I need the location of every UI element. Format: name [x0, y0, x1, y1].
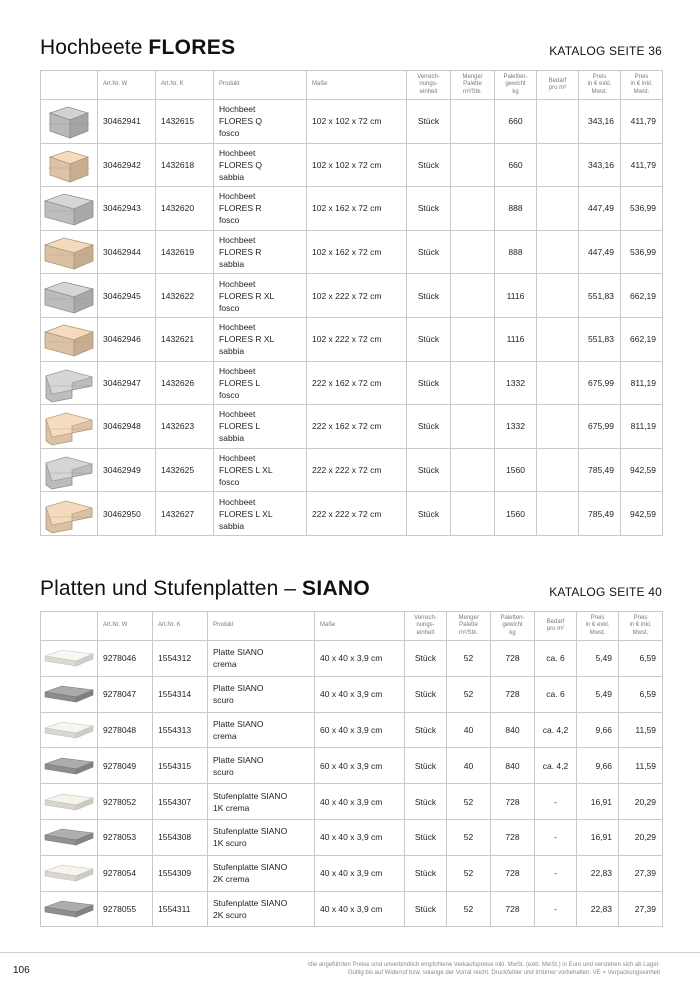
cell-gewicht: 888 — [495, 187, 537, 231]
cell-verrechnungseinheit: Stück — [405, 784, 447, 820]
cell-artnr-k: 1432625 — [156, 448, 214, 492]
cell-verrechnungseinheit: Stück — [407, 492, 451, 536]
cell-artnr-w: 30462947 — [98, 361, 156, 405]
cell-menge — [451, 448, 495, 492]
cell-preis-inkl: 27,39 — [619, 891, 663, 927]
header-produkt: Produkt — [214, 71, 307, 100]
cell-preis-inkl: 811,19 — [621, 361, 663, 405]
cell-preis-exkl: 9,66 — [577, 748, 619, 784]
cell-menge: 52 — [447, 891, 491, 927]
cell-gewicht: 1560 — [495, 492, 537, 536]
header-preis-exkl: Preis in € exkl. Mwst. — [577, 612, 619, 641]
cell-menge — [451, 274, 495, 318]
cell-preis-inkl: 662,19 — [621, 274, 663, 318]
table-header-row — [41, 71, 663, 100]
section-title — [40, 577, 370, 601]
table-row — [41, 143, 663, 187]
cell-bedarf — [537, 187, 579, 231]
cell-artnr-w: 9278048 — [98, 712, 153, 748]
cell-masse: 40 x 40 x 3,9 cm — [315, 784, 405, 820]
header-artnr-k: Art.Nr. K — [156, 71, 214, 100]
cell-masse: 222 x 162 x 72 cm — [307, 361, 407, 405]
cell-artnr-k: 1554307 — [153, 784, 208, 820]
header-image — [41, 612, 98, 641]
cell-preis-inkl: 6,59 — [619, 676, 663, 712]
header-masse: Maße — [307, 71, 407, 100]
header-image — [41, 71, 98, 100]
product-image — [41, 748, 98, 784]
cell-artnr-k: 1432619 — [156, 230, 214, 274]
cell-artnr-k: 1554312 — [153, 641, 208, 677]
product-image — [41, 712, 98, 748]
cell-bedarf: - — [535, 891, 577, 927]
header-bedarf: Bedarf pro m² — [535, 612, 577, 641]
section-header — [40, 577, 662, 611]
cell-preis-exkl: 551,83 — [579, 317, 621, 361]
cell-produkt: Stufenplatte SIANO 2K scuro — [208, 891, 315, 927]
header-preis-exkl: Preis in € exkl. Mwst. — [579, 71, 621, 100]
cell-preis-inkl: 411,79 — [621, 143, 663, 187]
cell-bedarf: ca. 4,2 — [535, 748, 577, 784]
cell-preis-inkl: 662,19 — [621, 317, 663, 361]
cell-verrechnungseinheit: Stück — [405, 819, 447, 855]
cell-preis-exkl: 785,49 — [579, 492, 621, 536]
cell-verrechnungseinheit: Stück — [407, 274, 451, 318]
cell-gewicht: 728 — [491, 676, 535, 712]
cell-produkt: Hochbeet FLORES L XL sabbia — [214, 492, 307, 536]
cell-preis-exkl: 22,83 — [577, 891, 619, 927]
cell-masse: 60 x 40 x 3,9 cm — [315, 712, 405, 748]
title-bold: FLORES — [148, 36, 236, 59]
cell-menge: 40 — [447, 712, 491, 748]
cell-preis-exkl: 447,49 — [579, 230, 621, 274]
cell-artnr-k: 1432621 — [156, 317, 214, 361]
cell-preis-inkl: 942,59 — [621, 492, 663, 536]
cell-menge — [451, 187, 495, 231]
cell-artnr-k: 1554314 — [153, 676, 208, 712]
cell-bedarf — [537, 274, 579, 318]
cell-gewicht: 840 — [491, 712, 535, 748]
cell-produkt: Hochbeet FLORES L sabbia — [214, 405, 307, 449]
cell-verrechnungseinheit: Stück — [405, 748, 447, 784]
header-gewicht: Paletten- gewicht kg — [491, 612, 535, 641]
cell-verrechnungseinheit: Stück — [405, 891, 447, 927]
cell-masse: 60 x 40 x 3,9 cm — [315, 748, 405, 784]
cell-bedarf — [537, 143, 579, 187]
section-title — [40, 36, 235, 60]
cell-preis-inkl: 536,99 — [621, 187, 663, 231]
cell-masse: 40 x 40 x 3,9 cm — [315, 891, 405, 927]
cell-bedarf — [537, 405, 579, 449]
cell-menge — [451, 100, 495, 144]
product-image — [41, 317, 98, 361]
cell-menge: 52 — [447, 676, 491, 712]
cell-produkt: Hochbeet FLORES R sabbia — [214, 230, 307, 274]
cell-menge — [451, 317, 495, 361]
cell-bedarf: ca. 4,2 — [535, 712, 577, 748]
cell-masse: 102 x 162 x 72 cm — [307, 187, 407, 231]
cell-preis-exkl: 16,91 — [577, 784, 619, 820]
cell-masse: 40 x 40 x 3,9 cm — [315, 819, 405, 855]
catalog-page-ref: KATALOG SEITE 40 — [549, 585, 662, 599]
header-menge: Menge/ Palette m²/Stk. — [451, 71, 495, 100]
cell-bedarf — [537, 100, 579, 144]
table-header-row — [41, 612, 663, 641]
cell-produkt: Hochbeet FLORES L XL fosco — [214, 448, 307, 492]
cell-preis-exkl: 785,49 — [579, 448, 621, 492]
cell-preis-exkl: 447,49 — [579, 187, 621, 231]
product-image — [41, 676, 98, 712]
cell-bedarf: ca. 6 — [535, 676, 577, 712]
cell-gewicht: 1116 — [495, 317, 537, 361]
cell-gewicht: 728 — [491, 819, 535, 855]
table-row — [41, 405, 663, 449]
cell-bedarf: ca. 6 — [535, 641, 577, 677]
cell-artnr-w: 9278046 — [98, 641, 153, 677]
cell-preis-exkl: 5,49 — [577, 641, 619, 677]
cell-preis-inkl: 411,79 — [621, 100, 663, 144]
product-image — [41, 274, 98, 318]
cell-artnr-k: 1432627 — [156, 492, 214, 536]
cell-bedarf — [537, 317, 579, 361]
header-produkt: Produkt — [208, 612, 315, 641]
cell-produkt: Hochbeet FLORES Q fosco — [214, 100, 307, 144]
table-row — [41, 492, 663, 536]
cell-verrechnungseinheit: Stück — [407, 230, 451, 274]
product-image — [41, 784, 98, 820]
cell-verrechnungseinheit: Stück — [407, 448, 451, 492]
cell-bedarf — [537, 448, 579, 492]
header-verrechnungseinheit: Verrech- nungs- einheit — [407, 71, 451, 100]
cell-artnr-k: 1432622 — [156, 274, 214, 318]
cell-gewicht: 1560 — [495, 448, 537, 492]
header-artnr-w: Art.Nr. W — [98, 612, 153, 641]
cell-menge: 52 — [447, 784, 491, 820]
table-row — [41, 712, 663, 748]
cell-artnr-w: 30462948 — [98, 405, 156, 449]
header-gewicht: Paletten- gewicht kg — [495, 71, 537, 100]
cell-gewicht: 728 — [491, 641, 535, 677]
cell-bedarf: - — [535, 819, 577, 855]
header-bedarf: Bedarf pro m² — [537, 71, 579, 100]
cell-verrechnungseinheit: Stück — [407, 100, 451, 144]
footer-note — [307, 961, 660, 977]
cell-masse: 40 x 40 x 3,9 cm — [315, 676, 405, 712]
cell-verrechnungseinheit: Stück — [405, 712, 447, 748]
cell-produkt: Stufenplatte SIANO 1K crema — [208, 784, 315, 820]
cell-masse: 222 x 162 x 72 cm — [307, 405, 407, 449]
table-row — [41, 448, 663, 492]
cell-artnr-k: 1432623 — [156, 405, 214, 449]
cell-menge — [451, 230, 495, 274]
cell-gewicht: 728 — [491, 855, 535, 891]
cell-artnr-w: 9278055 — [98, 891, 153, 927]
cell-produkt: Platte SIANO crema — [208, 712, 315, 748]
header-preis-inkl: Preis in € inkl. Mwst. — [619, 612, 663, 641]
cell-artnr-k: 1554309 — [153, 855, 208, 891]
cell-menge: 52 — [447, 819, 491, 855]
cell-artnr-k: 1432615 — [156, 100, 214, 144]
cell-menge — [451, 143, 495, 187]
product-image — [41, 143, 98, 187]
cell-masse: 40 x 40 x 3,9 cm — [315, 641, 405, 677]
cell-verrechnungseinheit: Stück — [405, 855, 447, 891]
cell-gewicht: 660 — [495, 143, 537, 187]
cell-preis-inkl: 11,59 — [619, 748, 663, 784]
cell-preis-inkl: 27,39 — [619, 855, 663, 891]
cell-verrechnungseinheit: Stück — [407, 361, 451, 405]
table-row — [41, 230, 663, 274]
cell-masse: 222 x 222 x 72 cm — [307, 448, 407, 492]
footer-note-line: Gültig bis auf Widerruf bzw. solange der Vorrat reicht. Druckfehler und Irrtümer vorbehalten. VE = Verpackungseinheit — [348, 970, 660, 976]
header-artnr-k: Art.Nr. K — [153, 612, 208, 641]
table-row — [41, 748, 663, 784]
cell-artnr-k: 1554308 — [153, 819, 208, 855]
section-platten-siano — [40, 577, 662, 927]
catalog-page-ref: KATALOG SEITE 36 — [549, 44, 662, 58]
table-row — [41, 274, 663, 318]
product-image — [41, 819, 98, 855]
cell-masse: 102 x 222 x 72 cm — [307, 274, 407, 318]
cell-verrechnungseinheit: Stück — [407, 317, 451, 361]
footer-divider — [0, 952, 700, 953]
cell-preis-exkl: 5,49 — [577, 676, 619, 712]
table-row — [41, 641, 663, 677]
cell-produkt: Stufenplatte SIANO 2K crema — [208, 855, 315, 891]
cell-artnr-w: 30462945 — [98, 274, 156, 318]
cell-verrechnungseinheit: Stück — [407, 143, 451, 187]
cell-menge: 40 — [447, 748, 491, 784]
product-image — [41, 891, 98, 927]
cell-masse: 40 x 40 x 3,9 cm — [315, 855, 405, 891]
cell-menge: 52 — [447, 855, 491, 891]
cell-bedarf: - — [535, 784, 577, 820]
cell-artnr-k: 1554311 — [153, 891, 208, 927]
cell-preis-inkl: 20,29 — [619, 784, 663, 820]
cell-gewicht: 728 — [491, 891, 535, 927]
siano-table — [40, 611, 663, 927]
cell-verrechnungseinheit: Stück — [407, 405, 451, 449]
header-verrechnungseinheit: Verrech- nungs- einheit — [405, 612, 447, 641]
cell-bedarf — [537, 230, 579, 274]
cell-gewicht: 840 — [491, 748, 535, 784]
table-row — [41, 891, 663, 927]
product-image — [41, 492, 98, 536]
cell-menge: 52 — [447, 641, 491, 677]
cell-artnr-k: 1432618 — [156, 143, 214, 187]
product-image — [41, 855, 98, 891]
title-light: Platten und Stufenplatten – — [40, 577, 297, 600]
cell-artnr-k: 1554315 — [153, 748, 208, 784]
cell-preis-exkl: 22,83 — [577, 855, 619, 891]
cell-artnr-w: 9278054 — [98, 855, 153, 891]
cell-produkt: Platte SIANO scuro — [208, 676, 315, 712]
cell-artnr-w: 30462944 — [98, 230, 156, 274]
product-image — [41, 100, 98, 144]
product-image — [41, 230, 98, 274]
table-row — [41, 361, 663, 405]
cell-bedarf — [537, 361, 579, 405]
product-image — [41, 187, 98, 231]
cell-preis-exkl: 9,66 — [577, 712, 619, 748]
cell-artnr-w: 9278053 — [98, 819, 153, 855]
cell-artnr-w: 30462946 — [98, 317, 156, 361]
product-image — [41, 361, 98, 405]
cell-masse: 222 x 222 x 72 cm — [307, 492, 407, 536]
header-menge: Menge/ Palette m²/Stk. — [447, 612, 491, 641]
header-masse: Maße — [315, 612, 405, 641]
section-header — [40, 36, 662, 70]
table-row — [41, 855, 663, 891]
table-row — [41, 676, 663, 712]
cell-produkt: Platte SIANO crema — [208, 641, 315, 677]
cell-verrechnungseinheit: Stück — [405, 676, 447, 712]
cell-bedarf — [537, 492, 579, 536]
cell-preis-exkl: 16,91 — [577, 819, 619, 855]
cell-gewicht: 660 — [495, 100, 537, 144]
cell-menge — [451, 361, 495, 405]
cell-artnr-w: 30462942 — [98, 143, 156, 187]
cell-preis-inkl: 942,59 — [621, 448, 663, 492]
title-bold: SIANO — [302, 577, 371, 600]
page-number: 106 — [13, 965, 30, 976]
cell-preis-inkl: 20,29 — [619, 819, 663, 855]
cell-menge — [451, 405, 495, 449]
cell-preis-exkl: 675,99 — [579, 361, 621, 405]
section-hochbeete-flores — [40, 36, 662, 536]
title-light: Hochbeete — [40, 36, 143, 59]
flores-table — [40, 70, 663, 536]
cell-gewicht: 888 — [495, 230, 537, 274]
table-row — [41, 317, 663, 361]
cell-artnr-w: 9278049 — [98, 748, 153, 784]
cell-preis-exkl: 675,99 — [579, 405, 621, 449]
cell-gewicht: 1116 — [495, 274, 537, 318]
header-preis-inkl: Preis in € inkl. Mwst. — [621, 71, 663, 100]
cell-artnr-w: 30462950 — [98, 492, 156, 536]
cell-artnr-w: 9278047 — [98, 676, 153, 712]
cell-gewicht: 728 — [491, 784, 535, 820]
cell-preis-inkl: 536,99 — [621, 230, 663, 274]
cell-produkt: Platte SIANO scuro — [208, 748, 315, 784]
cell-artnr-k: 1432626 — [156, 361, 214, 405]
cell-verrechnungseinheit: Stück — [407, 187, 451, 231]
cell-masse: 102 x 222 x 72 cm — [307, 317, 407, 361]
cell-produkt: Hochbeet FLORES R XL fosco — [214, 274, 307, 318]
table-row — [41, 187, 663, 231]
cell-gewicht: 1332 — [495, 361, 537, 405]
cell-gewicht: 1332 — [495, 405, 537, 449]
cell-preis-exkl: 343,16 — [579, 100, 621, 144]
product-image — [41, 641, 98, 677]
cell-preis-exkl: 551,83 — [579, 274, 621, 318]
product-image — [41, 448, 98, 492]
product-image — [41, 405, 98, 449]
cell-produkt: Hochbeet FLORES R fosco — [214, 187, 307, 231]
cell-bedarf: - — [535, 855, 577, 891]
cell-preis-exkl: 343,16 — [579, 143, 621, 187]
cell-artnr-w: 30462943 — [98, 187, 156, 231]
cell-masse: 102 x 102 x 72 cm — [307, 100, 407, 144]
table-row — [41, 784, 663, 820]
cell-masse: 102 x 102 x 72 cm — [307, 143, 407, 187]
footer-note-line: ¹die angeführten Preise sind unverbindlich empfohlene Verkaufspreise inkl. MwSt. (exkl. MwSt.) in Euro und verstehen sich ab Lager. — [307, 962, 660, 968]
cell-produkt: Hochbeet FLORES Q sabbia — [214, 143, 307, 187]
cell-artnr-w: 9278052 — [98, 784, 153, 820]
table-row — [41, 100, 663, 144]
cell-produkt: Hochbeet FLORES R XL sabbia — [214, 317, 307, 361]
cell-artnr-k: 1554313 — [153, 712, 208, 748]
cell-artnr-k: 1432620 — [156, 187, 214, 231]
cell-artnr-w: 30462949 — [98, 448, 156, 492]
header-artnr-w: Art.Nr. W — [98, 71, 156, 100]
cell-preis-inkl: 11,59 — [619, 712, 663, 748]
cell-preis-inkl: 811,19 — [621, 405, 663, 449]
cell-artnr-w: 30462941 — [98, 100, 156, 144]
cell-verrechnungseinheit: Stück — [405, 641, 447, 677]
cell-masse: 102 x 162 x 72 cm — [307, 230, 407, 274]
cell-produkt: Hochbeet FLORES L fosco — [214, 361, 307, 405]
cell-menge — [451, 492, 495, 536]
table-row — [41, 819, 663, 855]
cell-preis-inkl: 6,59 — [619, 641, 663, 677]
cell-produkt: Stufenplatte SIANO 1K scuro — [208, 819, 315, 855]
